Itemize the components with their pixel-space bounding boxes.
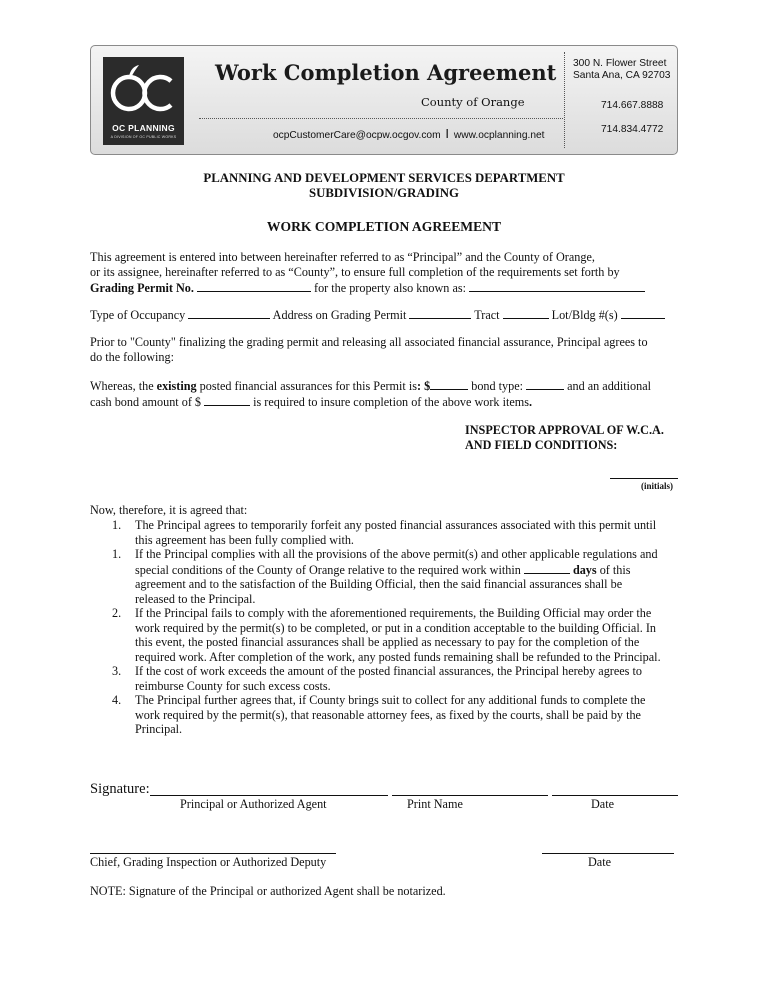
signature-colon: : xyxy=(145,781,150,797)
permit-address-field[interactable] xyxy=(409,307,471,319)
property-field[interactable] xyxy=(469,280,645,292)
term-line: reimburse County for such excess costs. xyxy=(135,678,331,693)
banner-county: County of Orange xyxy=(421,95,525,109)
occupancy-type-field[interactable] xyxy=(188,307,270,319)
whereas-pre: Whereas, the xyxy=(90,379,157,393)
cash-bond-label: cash bond amount of $ xyxy=(90,395,202,409)
intro-line3 xyxy=(90,280,680,296)
header-banner xyxy=(90,45,678,155)
signature-word: Signature xyxy=(90,781,146,797)
address-line2: Santa Ana, CA 92703 xyxy=(573,70,671,81)
term-item xyxy=(90,547,690,606)
date-line[interactable] xyxy=(552,795,678,796)
address-line1: 300 N. Flower Street xyxy=(573,58,667,69)
prior-line1: Prior to "County" finalizing the grading permit and releasing all associated financial assurance, Principal agrees to xyxy=(90,335,648,349)
print-name-line[interactable] xyxy=(392,795,548,796)
intro-paragraph xyxy=(90,250,680,296)
banner-title: Work Completion Agreement xyxy=(215,60,557,85)
days-pre: special conditions of the County of Orange relative to the required work within xyxy=(135,562,521,577)
term-line: work required by the permit(s), that reasonable attorney fees, as fixed by the courts, shall be paid by the xyxy=(135,707,641,722)
bond-type-label: bond type: xyxy=(471,379,524,393)
cash-bond-field[interactable] xyxy=(204,394,250,406)
term-line: this agreement has been fully complied with. xyxy=(135,532,354,547)
agreed-heading: Now, therefore, it is agreed that: xyxy=(90,503,248,517)
occupancy-line xyxy=(90,307,680,323)
additional-label: and an additional xyxy=(567,379,652,393)
principal-signature-line[interactable] xyxy=(150,795,388,796)
term-item xyxy=(90,664,690,693)
whereas-dollar: : $ xyxy=(416,379,431,393)
days-label: days xyxy=(572,562,597,577)
logo-name: OC PLANNING xyxy=(112,123,175,133)
whereas-existing: existing xyxy=(156,379,197,393)
grading-permit-label: Grading Permit No. xyxy=(90,281,194,295)
phone-1: 714.667.8888 xyxy=(601,100,664,111)
banner-divider xyxy=(199,118,563,119)
initials-label: (initials) xyxy=(641,481,674,491)
chief-date-line[interactable] xyxy=(542,853,674,854)
cash-bond-suffix: is required to insure completion of the above work items xyxy=(253,395,529,409)
property-label: for the property also known as: xyxy=(314,281,466,295)
term-item xyxy=(90,518,690,547)
whereas-paragraph xyxy=(90,378,680,410)
banner-vertical-divider xyxy=(564,52,565,148)
prior-paragraph xyxy=(90,335,680,365)
term-line xyxy=(135,562,690,578)
term-line: required work. After completion of the work, any posted funds remaining shall be refunded to the Principal. xyxy=(135,649,661,664)
prior-line2: do the following: xyxy=(90,350,174,364)
lot-label: Lot/Bldg #(s) xyxy=(551,308,618,322)
oc-logo-icon xyxy=(103,57,184,123)
chief-signature-line[interactable] xyxy=(90,853,336,854)
oc-planning-logo xyxy=(103,57,184,145)
term-number: 1. xyxy=(112,518,122,532)
whereas-period: . xyxy=(528,395,533,409)
term-line: If the Principal complies with all the provisions of the above permit(s) and other applicable regulations and xyxy=(135,547,658,561)
term-item xyxy=(90,693,690,737)
term-number: 4. xyxy=(112,693,122,707)
intro-line2: or its assignee, hereinafter referred to as “County”, to ensure full completion of the requirements set forth by xyxy=(90,265,620,279)
grading-permit-field[interactable] xyxy=(197,280,311,292)
phone-2: 714.834.4772 xyxy=(601,124,664,135)
principal-label: Principal or Authorized Agent xyxy=(180,797,327,811)
days-field[interactable] xyxy=(524,562,570,574)
division-heading: SUBDIVISION/GRADING xyxy=(308,186,460,200)
signature-label xyxy=(90,781,150,798)
bond-type-field[interactable] xyxy=(526,378,564,390)
term-line: work required by the permit(s) to be completed, or put in a condition acceptable to the building Official. In xyxy=(135,620,656,635)
banner-contact xyxy=(273,126,545,141)
initials-line[interactable] xyxy=(610,478,678,479)
permit-address-label: Address on Grading Permit xyxy=(272,308,407,322)
whereas-mid: posted financial assurances for this Permit is xyxy=(196,379,417,393)
term-line: The Principal further agrees that, if County brings suit to collect for any additional funds to complete the xyxy=(135,693,646,707)
assurance-amount-field[interactable] xyxy=(430,378,468,390)
term-line: released to the Principal. xyxy=(135,591,256,606)
terms-list xyxy=(90,518,690,737)
chief-date-label: Date xyxy=(588,855,612,869)
banner-address xyxy=(573,58,670,82)
intro-line1: This agreement is entered into between hereinafter referred to as “Principal” and the County of Orange, xyxy=(90,250,595,264)
inspector-line1: INSPECTOR APPROVAL OF W.C.A. xyxy=(465,423,664,437)
term-line: The Principal agrees to temporarily forfeit any posted financial assurances associated with this permit until xyxy=(135,518,657,532)
lot-field[interactable] xyxy=(621,307,665,319)
term-item xyxy=(90,606,690,664)
contact-website[interactable]: www.ocplanning.net xyxy=(453,130,545,141)
logo-subtitle: A DIVISION OF OC PUBLIC WORKS xyxy=(110,135,177,139)
tract-field[interactable] xyxy=(503,307,549,319)
department-heading: PLANNING AND DEVELOPMENT SERVICES DEPARTMENT xyxy=(203,171,565,185)
date-label: Date xyxy=(591,797,615,811)
print-name-label: Print Name xyxy=(407,797,463,811)
occupancy-type-label: Type of Occupancy xyxy=(90,308,186,322)
contact-separator: I xyxy=(445,126,450,141)
document-title: WORK COMPLETION AGREEMENT xyxy=(266,219,502,234)
term-line: Principal. xyxy=(135,722,183,736)
inspector-approval xyxy=(465,423,664,453)
term-line: this event, the posted financial assurances shall be applied as necessary to pay for the completion of the xyxy=(135,635,640,649)
term-line: If the cost of work exceeds the amount of the posted financial assurances, the Principal hereby agrees to xyxy=(135,664,642,678)
term-number: 2. xyxy=(112,606,122,620)
tract-label: Tract xyxy=(474,308,500,322)
term-number: 3. xyxy=(112,664,122,678)
notarization-note: NOTE: Signature of the Principal or authorized Agent shall be notarized. xyxy=(90,884,446,898)
term-line: agreement and to the satisfaction of the Building Official, then the said financial assurances shall be xyxy=(135,577,623,591)
term-line: If the Principal fails to comply with the aforementioned requirements, the Building Official may order the xyxy=(135,606,652,620)
chief-label: Chief, Grading Inspection or Authorized Deputy xyxy=(90,855,327,869)
days-post: of this xyxy=(599,562,631,577)
contact-email[interactable]: ocpCustomerCare@ocpw.ocgov.com xyxy=(273,130,441,141)
term-number: 1. xyxy=(112,547,122,561)
inspector-line2: AND FIELD CONDITIONS: xyxy=(465,438,618,452)
